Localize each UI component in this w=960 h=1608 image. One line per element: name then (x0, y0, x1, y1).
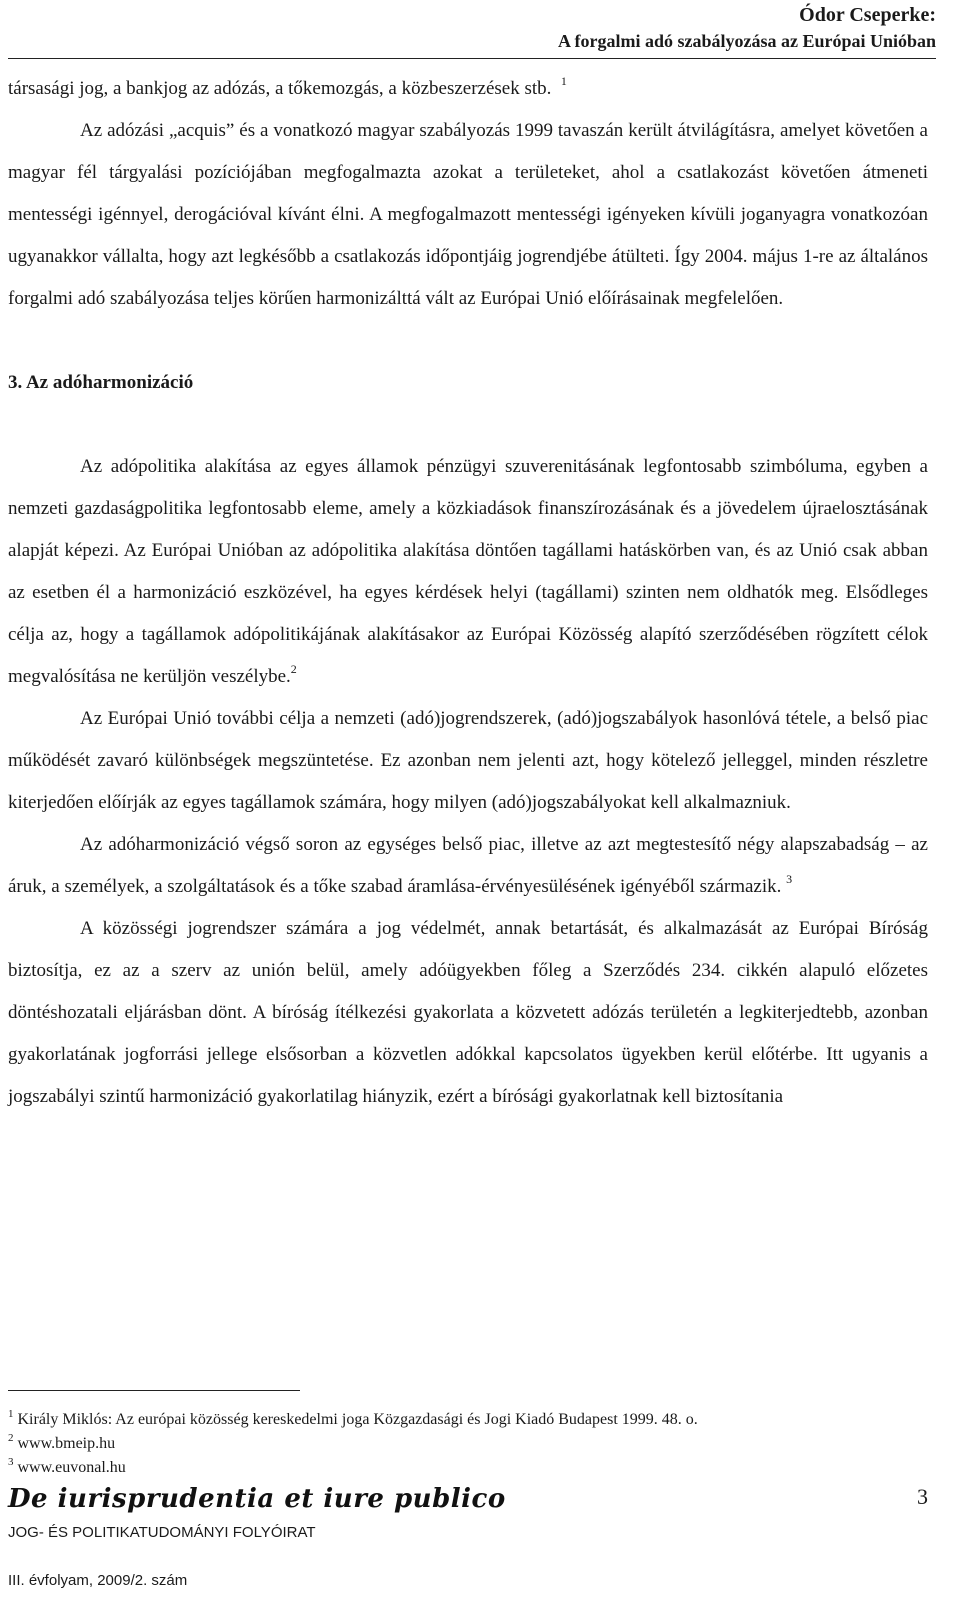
header-divider (8, 58, 936, 59)
paragraph-adopolitika: Az adópolitika alakítása az egyes államok pénzügyi szuverenitásának legfontosabb szimbóluma, egyben a nemzeti gazdaságpolitika legfontosabb eleme, amely a közkiadások finanszírozásának és a jövedelem újraelosztásának alapját képezi. Az Európai Unióban az adópolitika alakítása döntően tagállami hatáskörben van, és az Unió csak abban az esetben él a harmonizáció eszközével, ha egyes kérdések helyi (tagállami) szinten nem oldhatók meg. Elsődleges célja az, hogy a tagállamok adópolitikájának alakításakor az Európai Közösség alapító szerződésében rögzített célok megvalósítása ne kerüljön veszélybe.$^2$ (8, 456, 928, 687)
header-title: A forgalmi adó szabályozása az Európai Unióban (557, 31, 936, 51)
footnote-ref-3[interactable]: 3 (786, 872, 793, 886)
footnotes (8, 1408, 698, 1480)
page-body (8, 68, 928, 1118)
page-number: 3 (917, 1484, 928, 1509)
footnote-link-bmeip[interactable]: www.bmeip.hu (17, 1435, 116, 1452)
journal-issue: III. évfolyam, 2009/2. szám (8, 1572, 188, 1589)
journal-name: De iurisprudentia et iure publico (8, 1484, 506, 1514)
footnote-ref-1[interactable]: 1 (560, 74, 567, 88)
footnote-2: $^2$ www.bmeip.hu (8, 1432, 116, 1452)
paragraph-birosag: A közösségi jogrendszer számára a jog védelmét, annak betartását, és alkalmazását az Európai Bíróság biztosítja, ez az a szerv az unión belül, amely adóügyekben főleg a Szerződés 234. cikkén alapuló előzetes döntéshozatali eljárásban dönt. A bíróság ítélkezési gyakorlata a közvetett adózás területén a legkiterjedtebb, azonban gyakorlatának jogforrási jellege elsősorban a közvetlen adókkal kapcsolatos ügyekben kerül előtérbe. Itt ugyanis a jogszabályi szintű harmonizáció gyakorlatilag hiányzik, ezért a bírósági gyakorlatnak kell biztosítania (8, 918, 928, 1107)
running-header (558, 2, 936, 54)
paragraph-tovabbi-cel: Az Európai Unió további célja a nemzeti (adó)jogrendszerek, (adó)jogszabályok hasonlóvá tétele, a belső piac működését zavaró különbségek megszüntetése. Ez azonban nem jelenti azt, hogy kötelező jelleggel, minden részletre kiterjedően előírják az egyes tagállamok számára, hogy milyen (adó)jogszabályokat kell alkalmazniuk. (8, 708, 928, 813)
footnote-divider (8, 1390, 300, 1391)
paragraph-adoharmonizacio: Az adóharmonizáció végső soron az egységes belső piac, illetve az azt megtestesítő négy alapszabadság – az áruk, a személyek, a szolgáltatások és a tőke szabad áramlása-érvényesülésének igényéből származik. $^3$ (8, 834, 928, 897)
journal-subtitle: JOG- ÉS POLITIKATUDOMÁNYI FOLYÓIRAT (8, 1524, 316, 1541)
footnote-link-euvonal[interactable]: www.euvonal.hu (17, 1459, 126, 1476)
spacer (8, 404, 928, 446)
footnote-ref-2[interactable]: 2 (290, 662, 297, 676)
footnote-3: $^3$ www.euvonal.hu (8, 1456, 126, 1476)
section-heading: 3. Az adóharmonizáció (8, 372, 194, 393)
footnote-1: $^1$ Király Miklós: Az európai közösség kereskedelmi joga Közgazdasági és Jogi Kiadó Budapest 1999. 48. o. (8, 1408, 698, 1428)
header-author: Ódor Cseperke: (799, 4, 936, 26)
paragraph-continuation: társasági jog, a bankjog az adózás, a tőkemozgás, a közbeszerzések stb. $^1$ (8, 74, 567, 99)
paragraph-acquis: Az adózási „acquis” és a vonatkozó magyar szabályozás 1999 tavaszán került átvilágításra, amelyet követően a magyar fél tárgyalási pozíciójában megfogalmazta azokat a területeket, ahol a csatlakozást követően átmeneti mentességi igénnyel, derogációval kívánt élni. A megfogalmazott mentességi igényeken kívüli joganyagra vonatkozóan ugyanakkor vállalta, hogy azt legkésőbb a csatlakozás időpontjáig jogrendjébe átülteti. Így 2004. május 1-re az általános forgalmi adó szabályozása teljes körűen harmonizálttá vált az Európai Unió előírásainak megfelelően. (8, 120, 928, 309)
spacer (8, 320, 928, 362)
